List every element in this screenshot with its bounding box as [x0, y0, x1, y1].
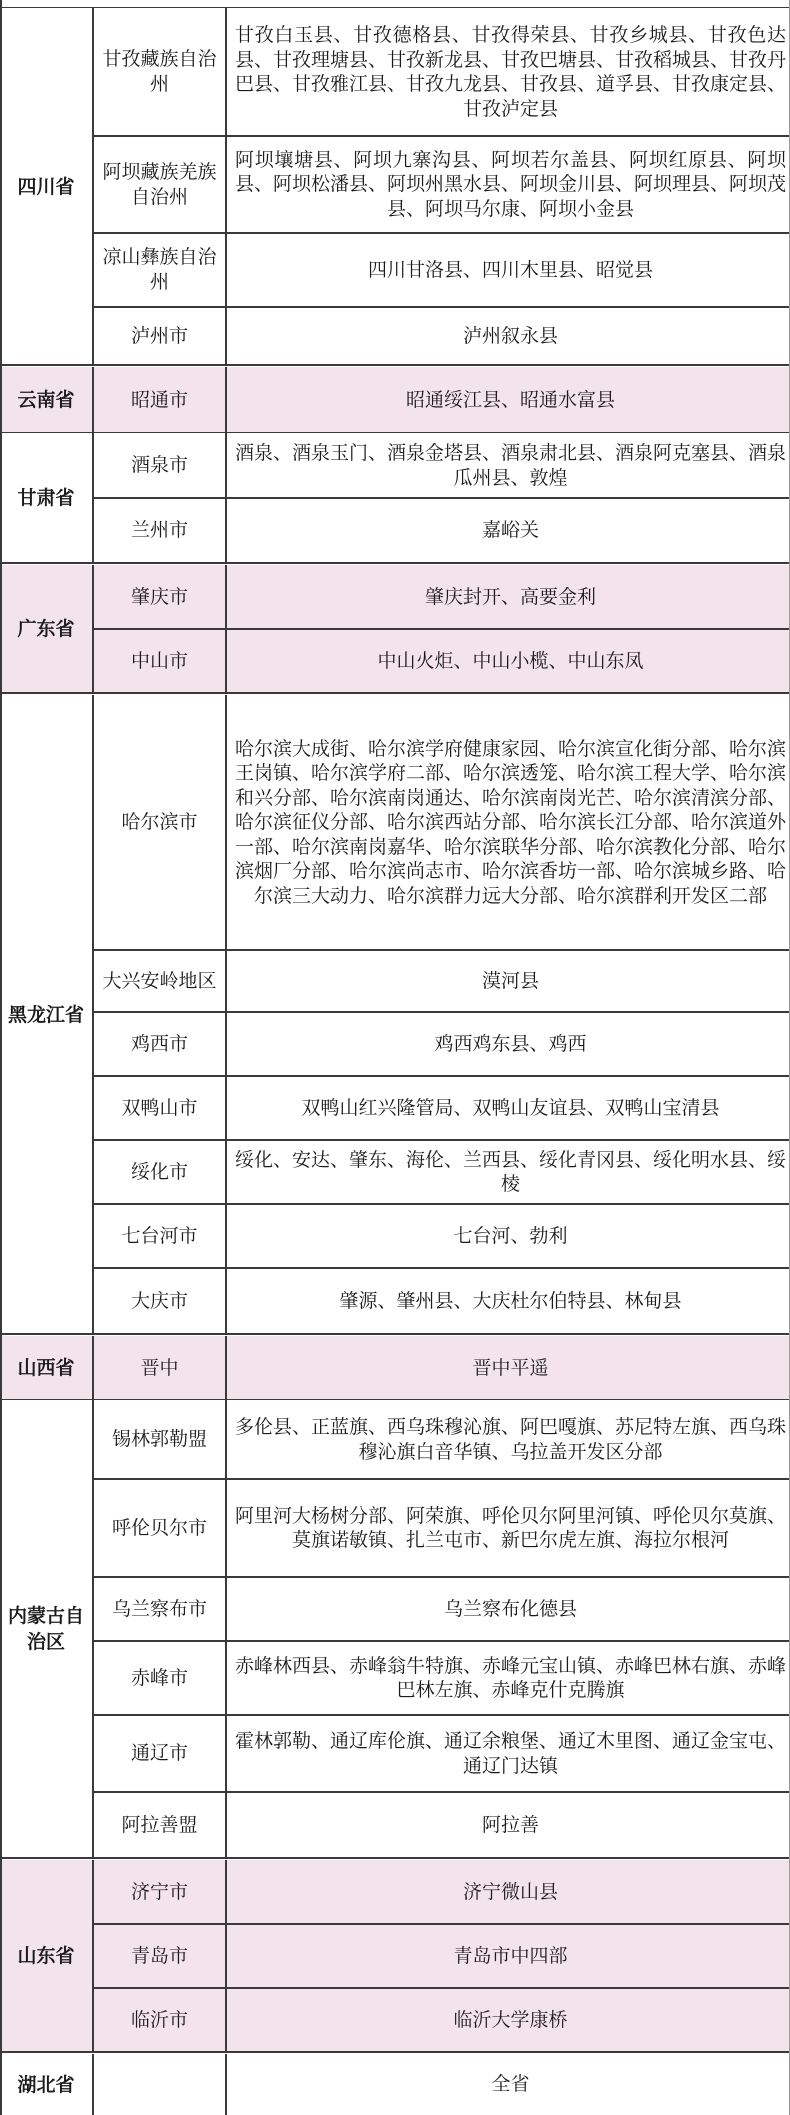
row-divider: [94, 1203, 790, 1205]
city-cell: 阿坝藏族羌族自治州: [94, 136, 227, 233]
areas-cell: [227, 1792, 790, 1858]
areas-text: 绥化、安达、肇东、海伦、兰西县、绥化青冈县、绥化明水县、绥棱: [235, 1148, 787, 1195]
province-cell: 山东省: [0, 1860, 94, 2052]
areas-text: 肇庆封开、高要金利: [424, 585, 596, 608]
city-cell: 乌兰察布市: [94, 1577, 227, 1641]
areas-cell: [227, 695, 790, 950]
areas-text: 嘉峪关: [481, 519, 539, 542]
areas-cell: [227, 1479, 790, 1577]
row-divider: [94, 497, 790, 499]
city-cell: 兰州市: [94, 498, 227, 563]
areas-cell: [227, 2054, 790, 2115]
province-cell: 甘肃省: [0, 433, 94, 563]
areas-text: 乌兰察布化德县: [443, 1597, 577, 1620]
areas-text: 晋中平遥: [472, 1356, 549, 1379]
row-divider: [94, 949, 790, 951]
row-divider: [94, 1640, 790, 1642]
city-cell: 锡林郭勒盟: [94, 1400, 227, 1479]
areas-cell: [227, 1012, 790, 1076]
areas-text: 赤峰林西县、赤峰翁牛特旗、赤峰元宝山镇、赤峰巴林右旗、赤峰巴林左旗、赤峰克什克腾旗: [235, 1654, 787, 1701]
areas-text: 昭通绥江县、昭通水富县: [405, 388, 615, 411]
city-cell: 昭通市: [94, 367, 227, 433]
areas-text: 阿坝壤塘县、阿坝九寨沟县、阿坝若尔盖县、阿坝红原县、阿坝县、阿坝松潘县、阿坝州黑水县、阿坝金川县、阿坝理县、阿坝茂县、阿坝马尔康、阿坝小金县: [235, 148, 787, 220]
city-cell: 甘孜藏族自治州: [94, 8, 227, 136]
areas-cell: [227, 1336, 790, 1400]
areas-cell: [227, 367, 790, 433]
areas-text: 青岛市中四部: [453, 1944, 568, 1967]
areas-text: 双鸭山红兴隆管局、双鸭山友谊县、双鸭山宝清县: [301, 1096, 720, 1119]
row-divider: [94, 628, 790, 630]
areas-cell: [227, 8, 790, 136]
areas-text: 多伦县、正蓝旗、西乌珠穆沁旗、阿巴嘎旗、苏尼特左旗、西乌珠穆沁旗白音华镇、乌拉盖开发区分部: [235, 1416, 787, 1463]
group-divider: [0, 1333, 790, 1335]
areas-cell: [227, 1924, 790, 1988]
areas-text: 济宁微山县: [462, 1880, 558, 1903]
areas-text: 哈尔滨大成街、哈尔滨学府健康家园、哈尔滨宣化街分部、哈尔滨王岗镇、哈尔滨学府二部、哈尔滨透笼、哈尔滨工程大学、哈尔滨和兴分部、哈尔滨南岗通达、哈尔滨南岗光芒、哈尔滨清滨分部、哈尔滨征仪分部、哈尔滨西站分部、哈尔滨长江分部、哈尔滨道外一部、哈尔滨南岗嘉华、哈尔滨联华分部、哈尔滨教化分部、哈尔滨烟厂分部、哈尔滨尚志市、哈尔滨香坊一部、哈尔滨城乡路、哈尔滨三大动力、哈尔滨群力远大分部、哈尔滨群利开发区二部: [235, 737, 787, 907]
city-cell: 肇庆市: [94, 565, 227, 629]
row-divider: [94, 1714, 790, 1716]
areas-text: 阿里河大杨树分部、阿荣旗、呼伦贝尔阿里河镇、呼伦贝尔莫旗、莫旗诺敏镇、扎兰屯市、新巴尔虎左旗、海拉尔根河: [235, 1504, 787, 1551]
group-divider: [0, 692, 790, 694]
areas-cell: [227, 1641, 790, 1715]
city-cell: 济宁市: [94, 1860, 227, 1924]
row-divider: [94, 1987, 790, 1989]
areas-text: 泸州叙永县: [462, 324, 558, 347]
areas-cell: [227, 136, 790, 233]
city-cell: 通辽市: [94, 1715, 227, 1792]
areas-cell: [227, 1577, 790, 1641]
province-cell: 黑龙江省: [0, 695, 94, 1334]
row-divider: [94, 135, 790, 137]
row-divider: [94, 1576, 790, 1578]
group-divider: [0, 364, 790, 366]
row-divider: [94, 1478, 790, 1480]
province-cell: 湖北省: [0, 2054, 94, 2115]
city-cell: 凉山彝族自治州: [94, 233, 227, 307]
areas-cell: [227, 1715, 790, 1792]
city-cell: 哈尔滨市: [94, 695, 227, 950]
areas-text: 阿拉善: [481, 1813, 539, 1836]
city-cell: 七台河市: [94, 1204, 227, 1268]
areas-cell: [227, 233, 790, 307]
areas-text: 鸡西鸡东县、鸡西: [434, 1032, 587, 1055]
city-cell: 临沂市: [94, 1988, 227, 2052]
city-cell: 泸州市: [94, 307, 227, 365]
areas-text: 临沂大学康桥: [453, 2008, 568, 2031]
areas-cell: [227, 433, 790, 498]
city-cell: 大兴安岭地区: [94, 950, 227, 1012]
areas-text: 甘孜白玉县、甘孜德格县、甘孜得荣县、甘孜乡城县、甘孜色达县、甘孜理塘县、甘孜新龙县、甘孜巴塘县、甘孜稻城县、甘孜丹巴县、甘孜雅江县、甘孜九龙县、甘孜县、道孚县、甘孜康定县、甘孜泸定县: [235, 24, 787, 120]
areas-cell: [227, 950, 790, 1012]
areas-cell: [227, 1400, 790, 1479]
city-cell: 中山市: [94, 629, 227, 693]
group-divider: [0, 2051, 790, 2053]
city-cell: 晋中: [94, 1336, 227, 1400]
city-cell: 大庆市: [94, 1268, 227, 1334]
group-divider: [0, 562, 790, 564]
city-cell: 鸡西市: [94, 1012, 227, 1076]
row-divider: [94, 1075, 790, 1077]
province-cell: 四川省: [0, 8, 94, 365]
areas-cell: [227, 1140, 790, 1204]
row-divider: [94, 232, 790, 234]
areas-cell: [227, 565, 790, 629]
city-cell: 赤峰市: [94, 1641, 227, 1715]
areas-text: 七台河、勃利: [453, 1224, 568, 1247]
areas-text: 霍林郭勒、通辽库伦旗、通辽余粮堡、通辽木里图、通辽金宝屯、通辽门达镇: [235, 1730, 787, 1777]
city-cell: 阿拉善盟: [94, 1792, 227, 1858]
areas-cell: [227, 1204, 790, 1268]
city-cell: 呼伦贝尔市: [94, 1479, 227, 1577]
city-cell: [94, 2054, 227, 2115]
row-divider: [94, 1139, 790, 1141]
areas-text: 四川甘洛县、四川木里县、昭觉县: [367, 258, 653, 281]
group-divider: [0, 1857, 790, 1859]
province-cell: 内蒙古自治区: [0, 1400, 94, 1858]
row-divider: [94, 1011, 790, 1013]
row-divider: [94, 1267, 790, 1269]
city-cell: 酒泉市: [94, 433, 227, 498]
areas-cell: [227, 1076, 790, 1140]
row-divider: [94, 1923, 790, 1925]
areas-cell: [227, 307, 790, 365]
city-cell: 双鸭山市: [94, 1076, 227, 1140]
areas-cell: [227, 629, 790, 693]
city-cell: 绥化市: [94, 1140, 227, 1204]
province-cell: 云南省: [0, 367, 94, 433]
row-divider: [94, 1791, 790, 1793]
areas-cell: [227, 1988, 790, 2052]
province-cell: 山西省: [0, 1336, 94, 1400]
areas-cell: [227, 498, 790, 563]
areas-text: 全省: [491, 2073, 530, 2096]
areas-cell: [227, 1860, 790, 1924]
areas-text: 漠河县: [481, 969, 539, 992]
table-left-border: [0, 0, 2, 2115]
areas-text: 酒泉、酒泉玉门、酒泉金塔县、酒泉肃北县、酒泉阿克塞县、酒泉瓜州县、敦煌: [235, 442, 787, 489]
city-cell: 青岛市: [94, 1924, 227, 1988]
row-divider: [94, 306, 790, 308]
areas-text: 中山火炬、中山小榄、中山东凤: [377, 649, 644, 672]
province-cell: 广东省: [0, 565, 94, 693]
areas-cell: [227, 1268, 790, 1334]
areas-text: 肇源、肇州县、大庆杜尔伯特县、林甸县: [339, 1289, 682, 1312]
